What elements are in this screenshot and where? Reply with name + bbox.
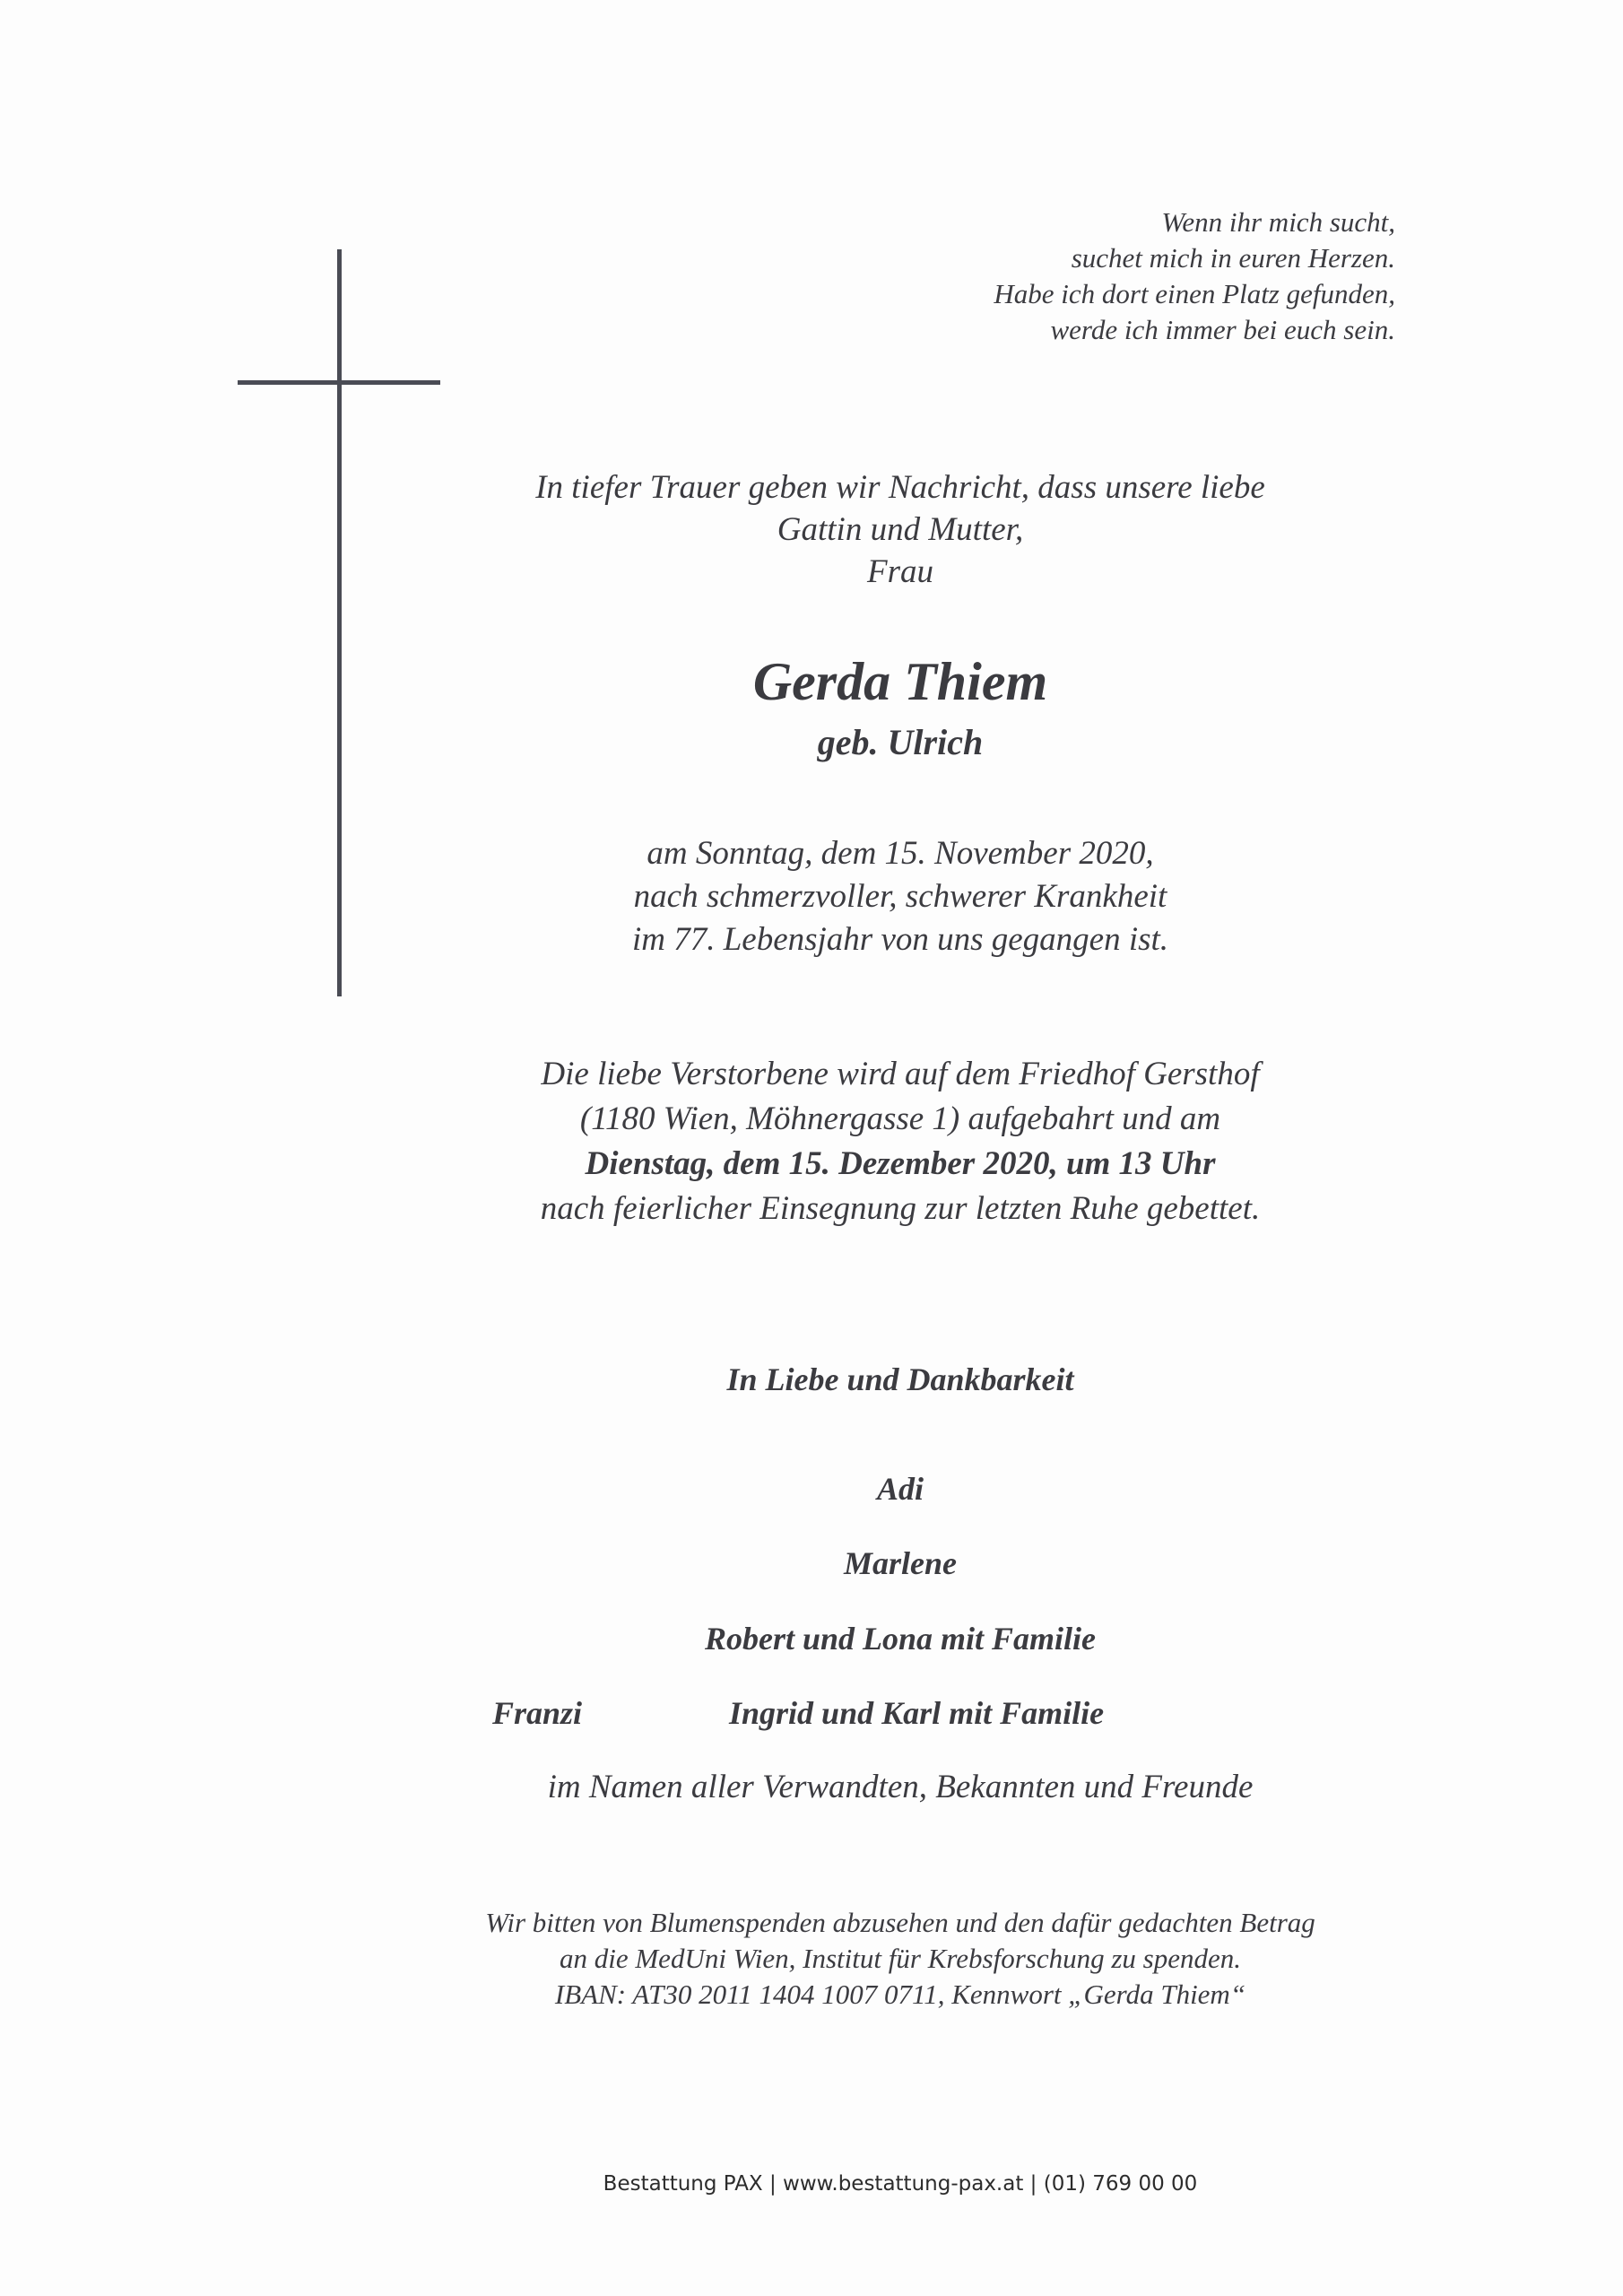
announcement-line: Gattin und Mutter, (777, 511, 1024, 548)
family-member-franzi: Franzi (492, 1695, 583, 1731)
deceased-maiden-name: geb. Ulrich (817, 722, 984, 762)
deceased-name: Gerda Thiem (752, 652, 1048, 711)
family-member-ingrid: Ingrid und Karl mit Familie (729, 1695, 1105, 1731)
death-line: nach schmerzvoller, schwerer Krankheit (633, 878, 1167, 915)
death-line: im 77. Lebensjahr von uns gegangen ist. (631, 921, 1169, 958)
donation-line: Wir bitten von Blumenspenden abzusehen und den dafür gedachten Betrag (485, 1907, 1315, 1938)
poem (994, 204, 1395, 348)
donation-line: IBAN: AT30 2011 1404 1007 0711, Kennwort „Gerda Thiem“ (554, 1979, 1246, 2010)
burial-line: Die liebe Verstorbene wird auf dem Friedhof Gersthof (541, 1056, 1260, 1092)
cross-horizontal-bar (238, 380, 440, 385)
poem-line: werde ich immer bei euch sein. (1050, 314, 1395, 345)
announcement-line: In tiefer Trauer geben wir Nachricht, dass unsere liebe (535, 469, 1265, 506)
poem-line: Wenn ihr mich sucht, (1161, 206, 1395, 238)
signoff: In Liebe und Dankbarkeit (726, 1361, 1074, 1397)
burial-date-line: Dienstag, dem 15. Dezember 2020, um 13 Uhr (585, 1145, 1216, 1182)
death-line: am Sonntag, dem 15. November 2020, (647, 835, 1154, 872)
burial-details (269, 1052, 1532, 1231)
burial-line: nach feierlicher Einsegnung zur letzten Ruhe gebettet. (540, 1190, 1261, 1227)
donation-note (269, 1905, 1532, 2013)
death-details (269, 832, 1532, 961)
family-member-robert: Robert und Lona mit Familie (704, 1621, 1097, 1657)
announcement (269, 466, 1532, 593)
burial-line: (1180 Wien, Möhnergasse 1) aufgebahrt und am (579, 1100, 1221, 1137)
relatives-line: im Namen aller Verwandten, Bekannten und Freunde (547, 1769, 1254, 1805)
poem-line: Habe ich dort einen Platz gefunden, (994, 278, 1395, 309)
announcement-line: Frau (867, 553, 933, 590)
poem-line: suchet mich in euren Herzen. (1071, 242, 1395, 274)
footer-contact: Bestattung PAX | www.bestattung-pax.at | (01) 769 00 00 (603, 2172, 1198, 2196)
family-member-marlene: Marlene (844, 1545, 957, 1581)
family-member-adi: Adi (876, 1471, 924, 1507)
donation-line: an die MedUni Wien, Institut für Krebsforschung zu spenden. (559, 1943, 1241, 1974)
